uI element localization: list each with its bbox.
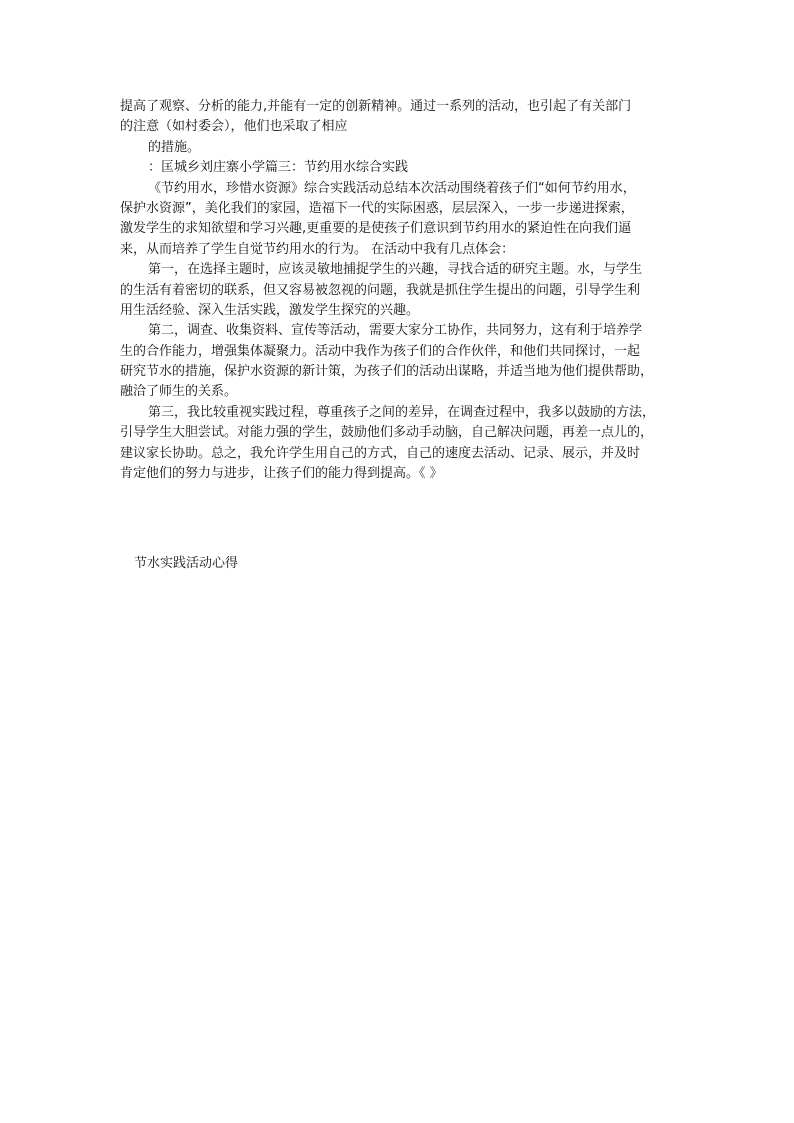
text-line: 第一，在选择主题时，应该灵敏地捕捉学生的兴趣，寻找合适的研究主题。水，与学生 xyxy=(148,262,643,278)
text-line: 建议家长协助。总之，我允许学生用自己的方式，自己的速度去活动、记录、展示，并及时 xyxy=(120,445,641,461)
text-line: 保护水资源”，美化我们的家园，造福下一代的实际困惑，层层深入，一步一步递进探索， xyxy=(120,200,634,216)
text-line: 用生活经验、深入生活实践，激发学生探究的兴趣。 xyxy=(120,302,420,318)
footer-title: 节水实践活动心得 xyxy=(134,556,239,571)
text-line: 生的合作能力，增强集体凝聚力。活动中我作为孩子们的合作伙伴，和他们共同探讨，一起 xyxy=(120,343,641,359)
text-line: 提高了观察、分析的能力,并能有一定的创新精神。通过一系列的活动，也引起了有关部门 xyxy=(120,99,632,114)
text-line: 来，从而培养了学生自觉节约用水的行为。 在活动中我有几点体会： xyxy=(120,241,515,257)
text-line: 第三，我比较重视实践过程，尊重孩子之间的差异，在调查过程中，我多以鼓励的方法， xyxy=(148,404,656,420)
text-line: 融洽了师生的关系。 xyxy=(120,384,238,400)
text-line: 的注意（如村委会），他们也采取了相应 xyxy=(120,119,348,135)
text-line: 激发学生的求知欲望和学习兴趣,更重要的是使孩子们意识到节约用水的紧迫性在向我们逼 xyxy=(120,221,632,237)
text-line: 《节约用水，珍惜水资源》综合实践活动总结本次活动围绕着孩子们“如何节约用水， xyxy=(148,180,636,196)
section-heading: ：匡城乡刘庄寨小学篇三：节约用水综合实践 xyxy=(148,160,409,176)
text-line: 的措施。 xyxy=(148,139,201,155)
text-line: 研究节水的措施，保护水资源的新计策，为孩子们的活动出谋略，并适当地为他们提供帮助， xyxy=(120,364,654,380)
text-line: 肯定他们的努力与进步，让孩子们的能力得到提高。《 》 xyxy=(120,466,443,482)
text-line: 的生活有着密切的联系，但又容易被忽视的问题，我就是抓住学生提出的问题，引导学生利 xyxy=(120,282,641,298)
text-line: 第二，调查、收集资料、宣传等活动，需要大家分工协作，共同努力，这有利于培养学 xyxy=(148,323,643,339)
text-line: 引导学生大胆尝试。对能力强的学生，鼓励他们多动手动脑，自己解决问题，再差一点儿的， xyxy=(120,425,654,441)
document-body xyxy=(120,97,680,484)
